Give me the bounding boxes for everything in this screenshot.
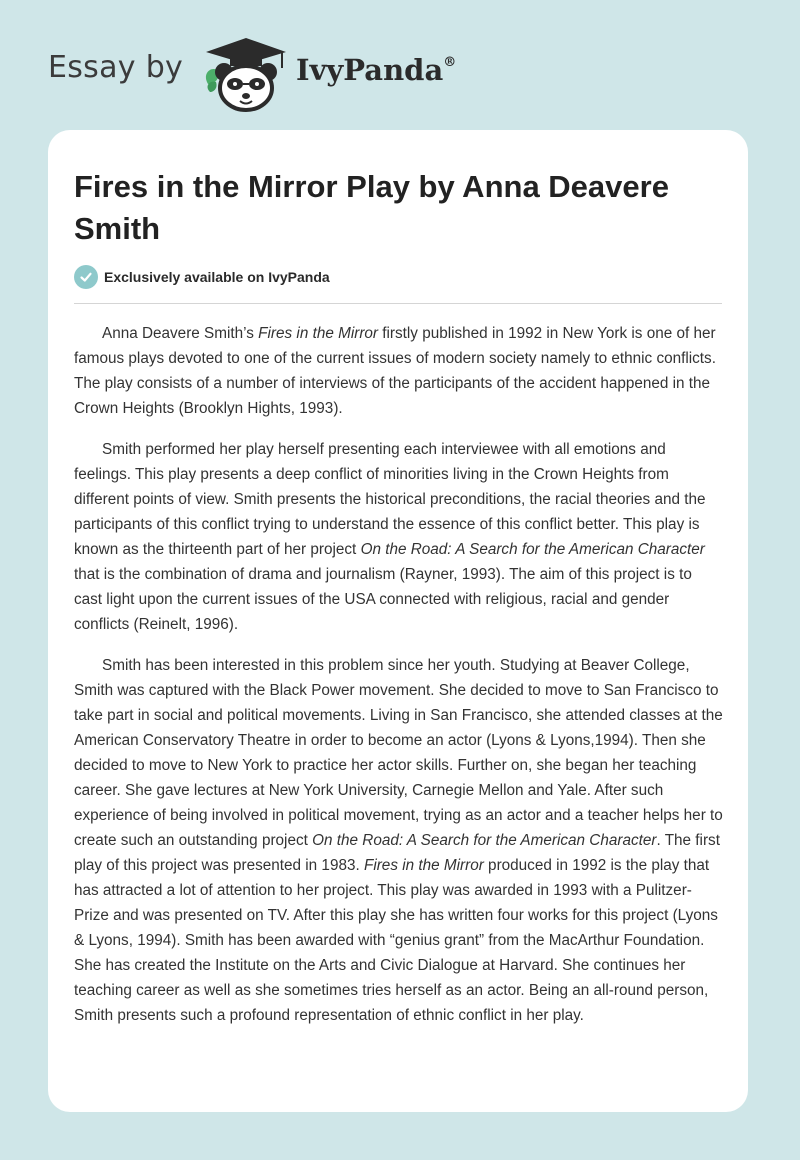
work-title: On the Road: A Search for the American Character bbox=[312, 832, 657, 849]
text-run: . The first play of this project was presented in 1983. bbox=[74, 832, 720, 874]
essay-by-label: Essay by bbox=[48, 50, 184, 85]
paragraph bbox=[74, 321, 724, 421]
essay-body bbox=[74, 321, 724, 1044]
trademark-symbol: ® bbox=[443, 55, 457, 70]
text-run: firstly published in 1992 in New York is one of her famous plays devoted to one of the current issues of modern society namely to ethnic conflicts. The play consists of a number of interviews of the participants of the accident happened in the Crown Heights (Brooklyn Hights, 1993). bbox=[74, 325, 716, 417]
panda-graduate-icon[interactable] bbox=[200, 34, 292, 114]
exclusive-badge-label: Exclusively available on IvyPanda bbox=[104, 269, 330, 285]
check-icon bbox=[74, 265, 98, 289]
text-run: produced in 1992 is the play that has attracted a lot of attention to her project. This play was awarded in 1993 with a Pulitzer-Prize and was presented on TV. After this play she has written four works for this project (Lyons & Lyons, 1994). Smith has been awarded with “genius grant” from the MacArthur Foundation. She has created the Institute on the Arts and Civic Dialogue at Harvard. She continues her teaching career as well as she sometimes tries herself as an actor. Being an all-round person, Smith presents such a profound representation of ethnic conflict in her play. bbox=[74, 857, 718, 1024]
paragraph bbox=[74, 653, 724, 1028]
site-header bbox=[0, 0, 800, 130]
essay-title: Fires in the Mirror Play by Anna Deavere Smith bbox=[74, 169, 669, 246]
paragraph bbox=[74, 437, 724, 637]
brand-name[interactable]: IvyPanda® bbox=[296, 53, 457, 87]
essay-card bbox=[48, 130, 748, 1112]
exclusive-badge bbox=[74, 264, 330, 290]
text-run: Smith performed her play herself presenting each interviewee with all emotions and feelings. This play presents a deep conflict of minorities living in the Crown Heights from different points of view. Smith presents the historical preconditions, the racial theories and the participants of this conflict trying to understand the essence of this conflict better. This play is known as the thirteenth part of her project bbox=[74, 441, 706, 558]
work-title: On the Road: A Search for the American Character bbox=[360, 541, 705, 558]
work-title: Fires in the Mirror bbox=[363, 857, 484, 874]
text-run: Smith has been interested in this problem since her youth. Studying at Beaver College, Smith was captured with the Black Power movement. She decided to move to San Francisco to take part in social and political movements. Living in San Francisco, she attended classes at the American Conservatory Theatre in order to become an actor (Lyons & Lyons,1994). Then she decided to move to New York to practice her actor skills. Further on, she began her teaching career. She gave lectures at New York University, Carnegie Mellon and Yale. After such experience of being involved in political movement, trying as an actor and a teacher helps her to create such an outstanding project bbox=[74, 657, 723, 849]
text-run: Anna Deavere Smith’s bbox=[102, 325, 259, 342]
text-run: that is the combination of drama and journalism (Rayner, 1993). The aim of this project is to cast light upon the current issues of the USA connected with religious, racial and gender conflicts (Reinelt, 1996). bbox=[74, 566, 692, 633]
divider bbox=[74, 303, 722, 304]
work-title: Fires in the Mirror bbox=[258, 325, 379, 342]
